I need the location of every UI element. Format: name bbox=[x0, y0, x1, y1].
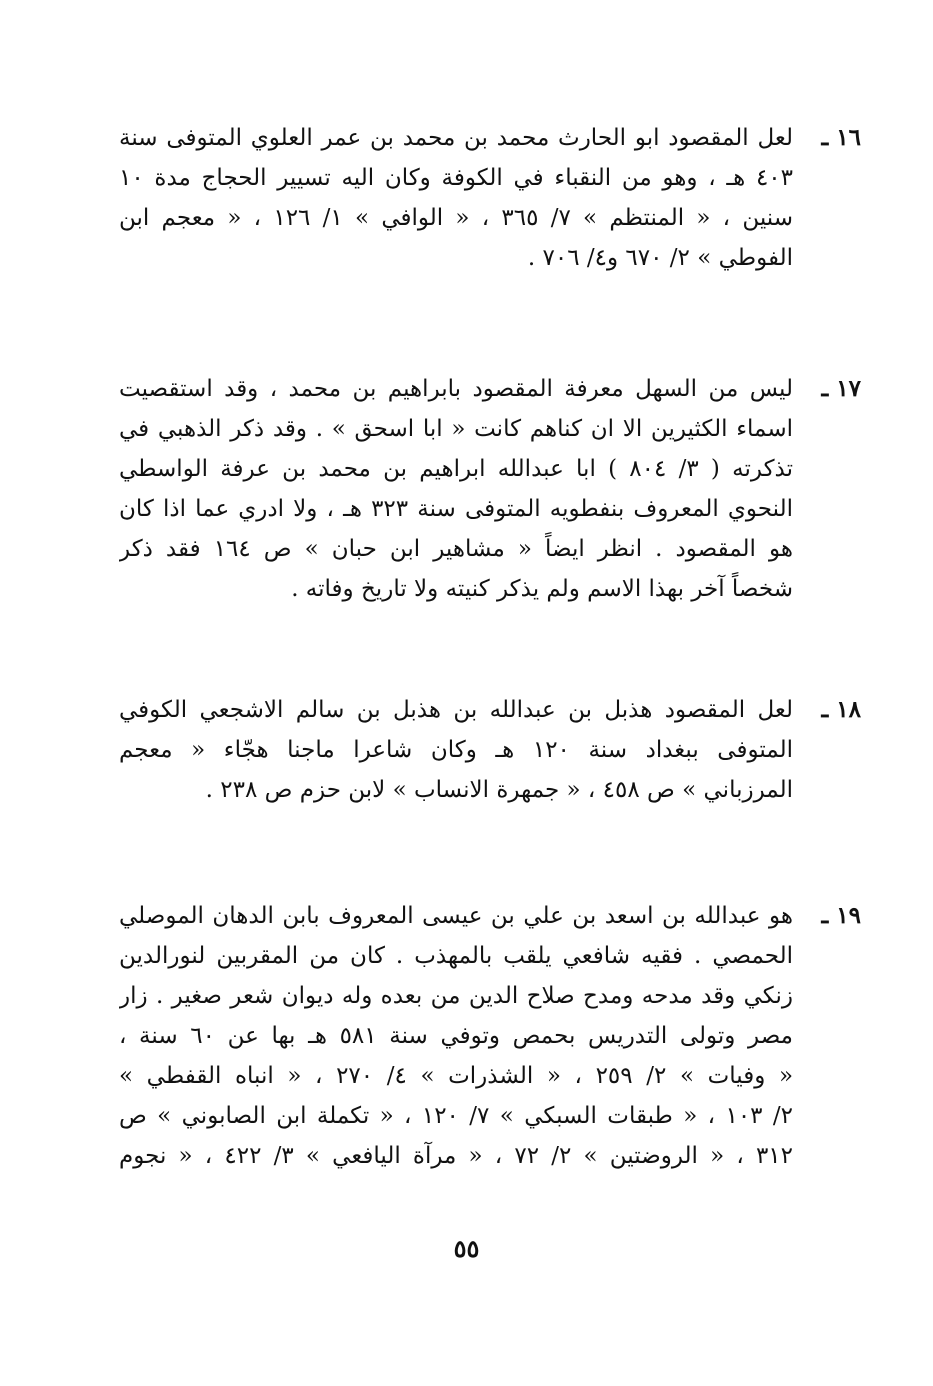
footnote-line: لعل المقصود هذبل بن عبدالله بن هذبل بن سالم الاشجعي الكوفي bbox=[119, 697, 793, 723]
footnote-19 bbox=[119, 896, 861, 1176]
footnote-line: المرزباني » ص ٤٥٨ ، « جمهرة الانساب » لابن حزم ص ٢٣٨ . bbox=[205, 777, 793, 803]
footnote-line: « وفيات » ٢/ ٢٥٩ ، « الشذرات » ٤/ ٢٧٠ ، « انباه القفطي » bbox=[119, 1063, 793, 1089]
footnote-17 bbox=[119, 369, 861, 609]
footnote-number: ١٨ ـ bbox=[821, 696, 861, 723]
footnote-line: النحوي المعروف بنفطويه المتوفى سنة ٣٢٣ هـ ، ولا ادري عما اذا كان bbox=[119, 496, 793, 522]
footnote-16 bbox=[119, 118, 861, 278]
footnote-line: الفوطي » ٢/ ٦٧٠ و٤/ ٧٠٦ . bbox=[527, 245, 793, 271]
footnote-line: زنكي وقد مدحه ومدح صلاح الدين من بعده وله ديوان شعر صغير . زار bbox=[119, 983, 793, 1009]
footnote-line: المتوفى ببغداد سنة ١٢٠ هـ وكان شاعرا ماجنا هجّاء « معجم bbox=[119, 737, 793, 763]
footnote-line: اسماء الكثيرين الا ان كناهم كانت « ابا اسحق » . وقد ذكر الذهبي في bbox=[119, 416, 793, 442]
page-number: ٥٥ bbox=[453, 1234, 480, 1263]
footnote-line: ٢/ ١٠٣ ، « طبقات السبكي » ٧/ ١٢٠ ، « تكملة ابن الصابوني » ص bbox=[119, 1103, 793, 1129]
footnote-line: سنين ، « المنتظم » ٧/ ٣٦٥ ، « الوافي » ١/ ١٢٦ ، « معجم ابن bbox=[119, 205, 793, 231]
footnote-18 bbox=[119, 690, 861, 810]
footnote-number: ١٧ ـ bbox=[821, 375, 861, 402]
footnote-number: ١٩ ـ bbox=[821, 902, 861, 929]
footnote-line: ٣١٢ ، « الروضتين » ٢/ ٧٢ ، « مرآة اليافعي » ٣/ ٤٢٢ ، « نجوم bbox=[119, 1143, 793, 1169]
footnote-line: هو عبدالله بن اسعد بن علي بن عيسى المعروف بابن الدهان الموصلي bbox=[119, 903, 793, 929]
footnote-number: ١٦ ـ bbox=[821, 124, 861, 151]
footnote-line: شخصاً آخر بهذا الاسم ولم يذكر كنيته ولا تاريخ وفاته . bbox=[291, 576, 793, 602]
footnote-line: لعل المقصود ابو الحارث محمد بن محمد بن عمر العلوي المتوفى سنة bbox=[119, 125, 793, 151]
footnote-line: تذكرته ( ٣/ ٨٠٤ ) ابا عبدالله ابراهيم بن محمد بن عرفة الواسطي bbox=[119, 456, 793, 482]
footnote-line: مصر وتولى التدريس بحمص وتوفي سنة ٥٨١ هـ بها عن ٦٠ سنة ، bbox=[119, 1023, 793, 1049]
footnote-line: الحمصي . فقيه شافعي يلقب بالمهذب . كان من المقربين لنورالدين bbox=[119, 943, 793, 969]
footnote-line: ليس من السهل معرفة المقصود بابراهيم بن محمد ، وقد استقصيت bbox=[119, 376, 793, 402]
footnote-line: ٤٠٣ هـ ، وهو من النقباء في الكوفة وكان اليه تسيير الحجاج مدة ١٠ bbox=[119, 165, 793, 191]
footnote-line: هو المقصود . انظر ايضاً « مشاهير ابن حبان » ص ١٦٤ فقد ذكر bbox=[119, 536, 793, 562]
